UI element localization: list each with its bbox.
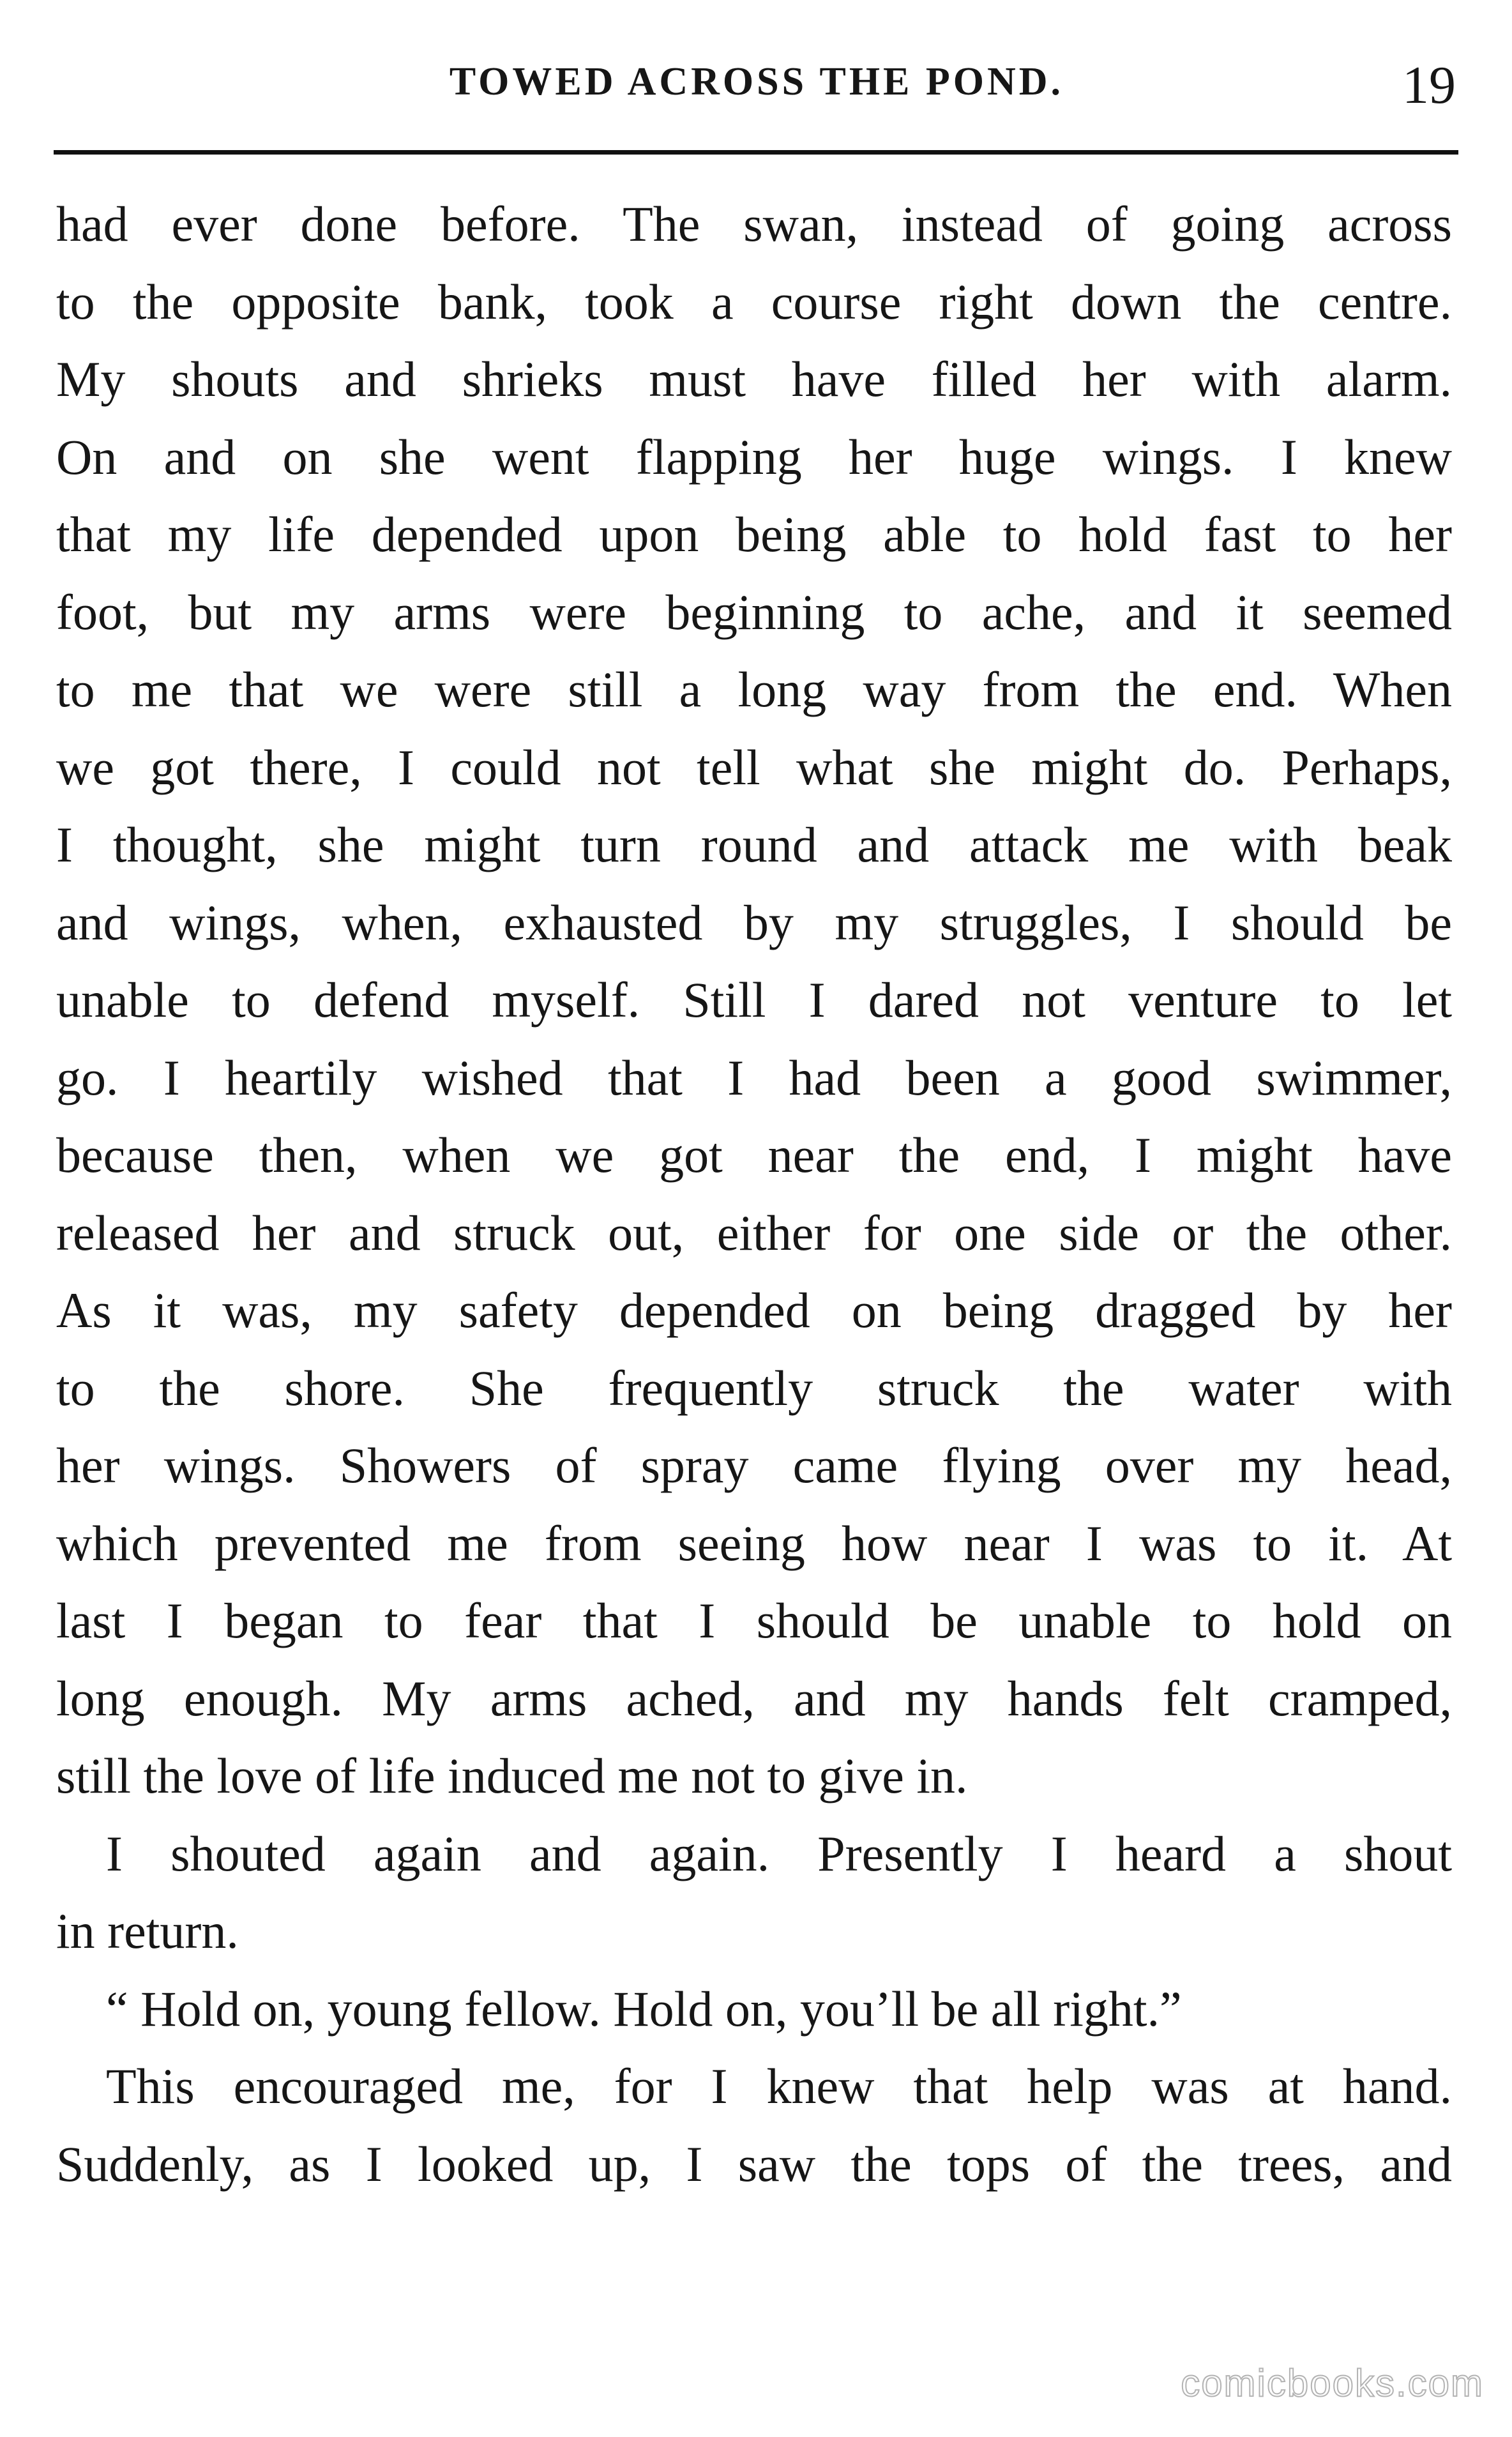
text-line: unable to defend myself. Still I dared not venture to let xyxy=(56,972,1452,1028)
text-line: and wings, when, exhausted by my struggles, I should be xyxy=(56,894,1452,950)
text-line: My shouts and shrieks must have filled her with alarm. xyxy=(56,351,1452,407)
watermark: comicbooks.com xyxy=(1181,2362,1484,2404)
text-line: to the shore. She frequently struck the water with xyxy=(56,1360,1452,1416)
text-line: On and on she went flapping her huge wings. I knew xyxy=(56,429,1452,485)
text-line: foot, but my arms were beginning to ache, and it seemed xyxy=(56,584,1452,640)
running-head xyxy=(57,50,1456,114)
header-rule xyxy=(54,150,1458,155)
text-line: long enough. My arms ached, and my hands felt cramped, xyxy=(56,1670,1452,1726)
body-text xyxy=(56,185,1452,2203)
text-line: to me that we were still a long way from the end. When xyxy=(56,662,1452,717)
running-title: TOWED ACROSS THE POND. xyxy=(449,60,1064,103)
text-line: that my life depended upon being able to hold fast to her xyxy=(56,506,1452,562)
text-line: As it was, my safety depended on being dragged by her xyxy=(56,1282,1452,1338)
text-line: which prevented me from seeing how near I was to it. At xyxy=(56,1515,1452,1571)
page-number: 19 xyxy=(1402,56,1456,115)
text-line: to the opposite bank, took a course right down the centre. xyxy=(56,273,1452,330)
text-line: released her and struck out, either for one side or the other. xyxy=(56,1204,1452,1261)
text-line: This encouraged me, for I knew that help was at hand. xyxy=(106,2058,1452,2114)
text-line: we got there, I could not tell what she might do. Perhaps, xyxy=(56,739,1452,795)
text-line: in return. xyxy=(56,1903,239,1959)
text-line: because then, when we got near the end, I might have xyxy=(56,1127,1452,1183)
text-line: Suddenly, as I looked up, I saw the tops of the trees, and xyxy=(56,2136,1452,2192)
text-line: had ever done before. The swan, instead of going across xyxy=(56,196,1452,252)
text-line: go. I heartily wished that I had been a good swimmer, xyxy=(56,1049,1452,1105)
text-line: I thought, she might turn round and attack me with beak xyxy=(56,817,1452,872)
text-line: her wings. Showers of spray came flying over my head, xyxy=(56,1438,1452,1493)
text-line: I shouted again and again. Presently I heard a shout xyxy=(106,1825,1452,1881)
text-line: last I began to fear that I should be unable to hold on xyxy=(56,1593,1452,1648)
text-line: still the love of life induced me not to give in. xyxy=(56,1748,968,1803)
text-line: “ Hold on, young fellow. Hold on, you’ll be all right.” xyxy=(106,1980,1182,2037)
